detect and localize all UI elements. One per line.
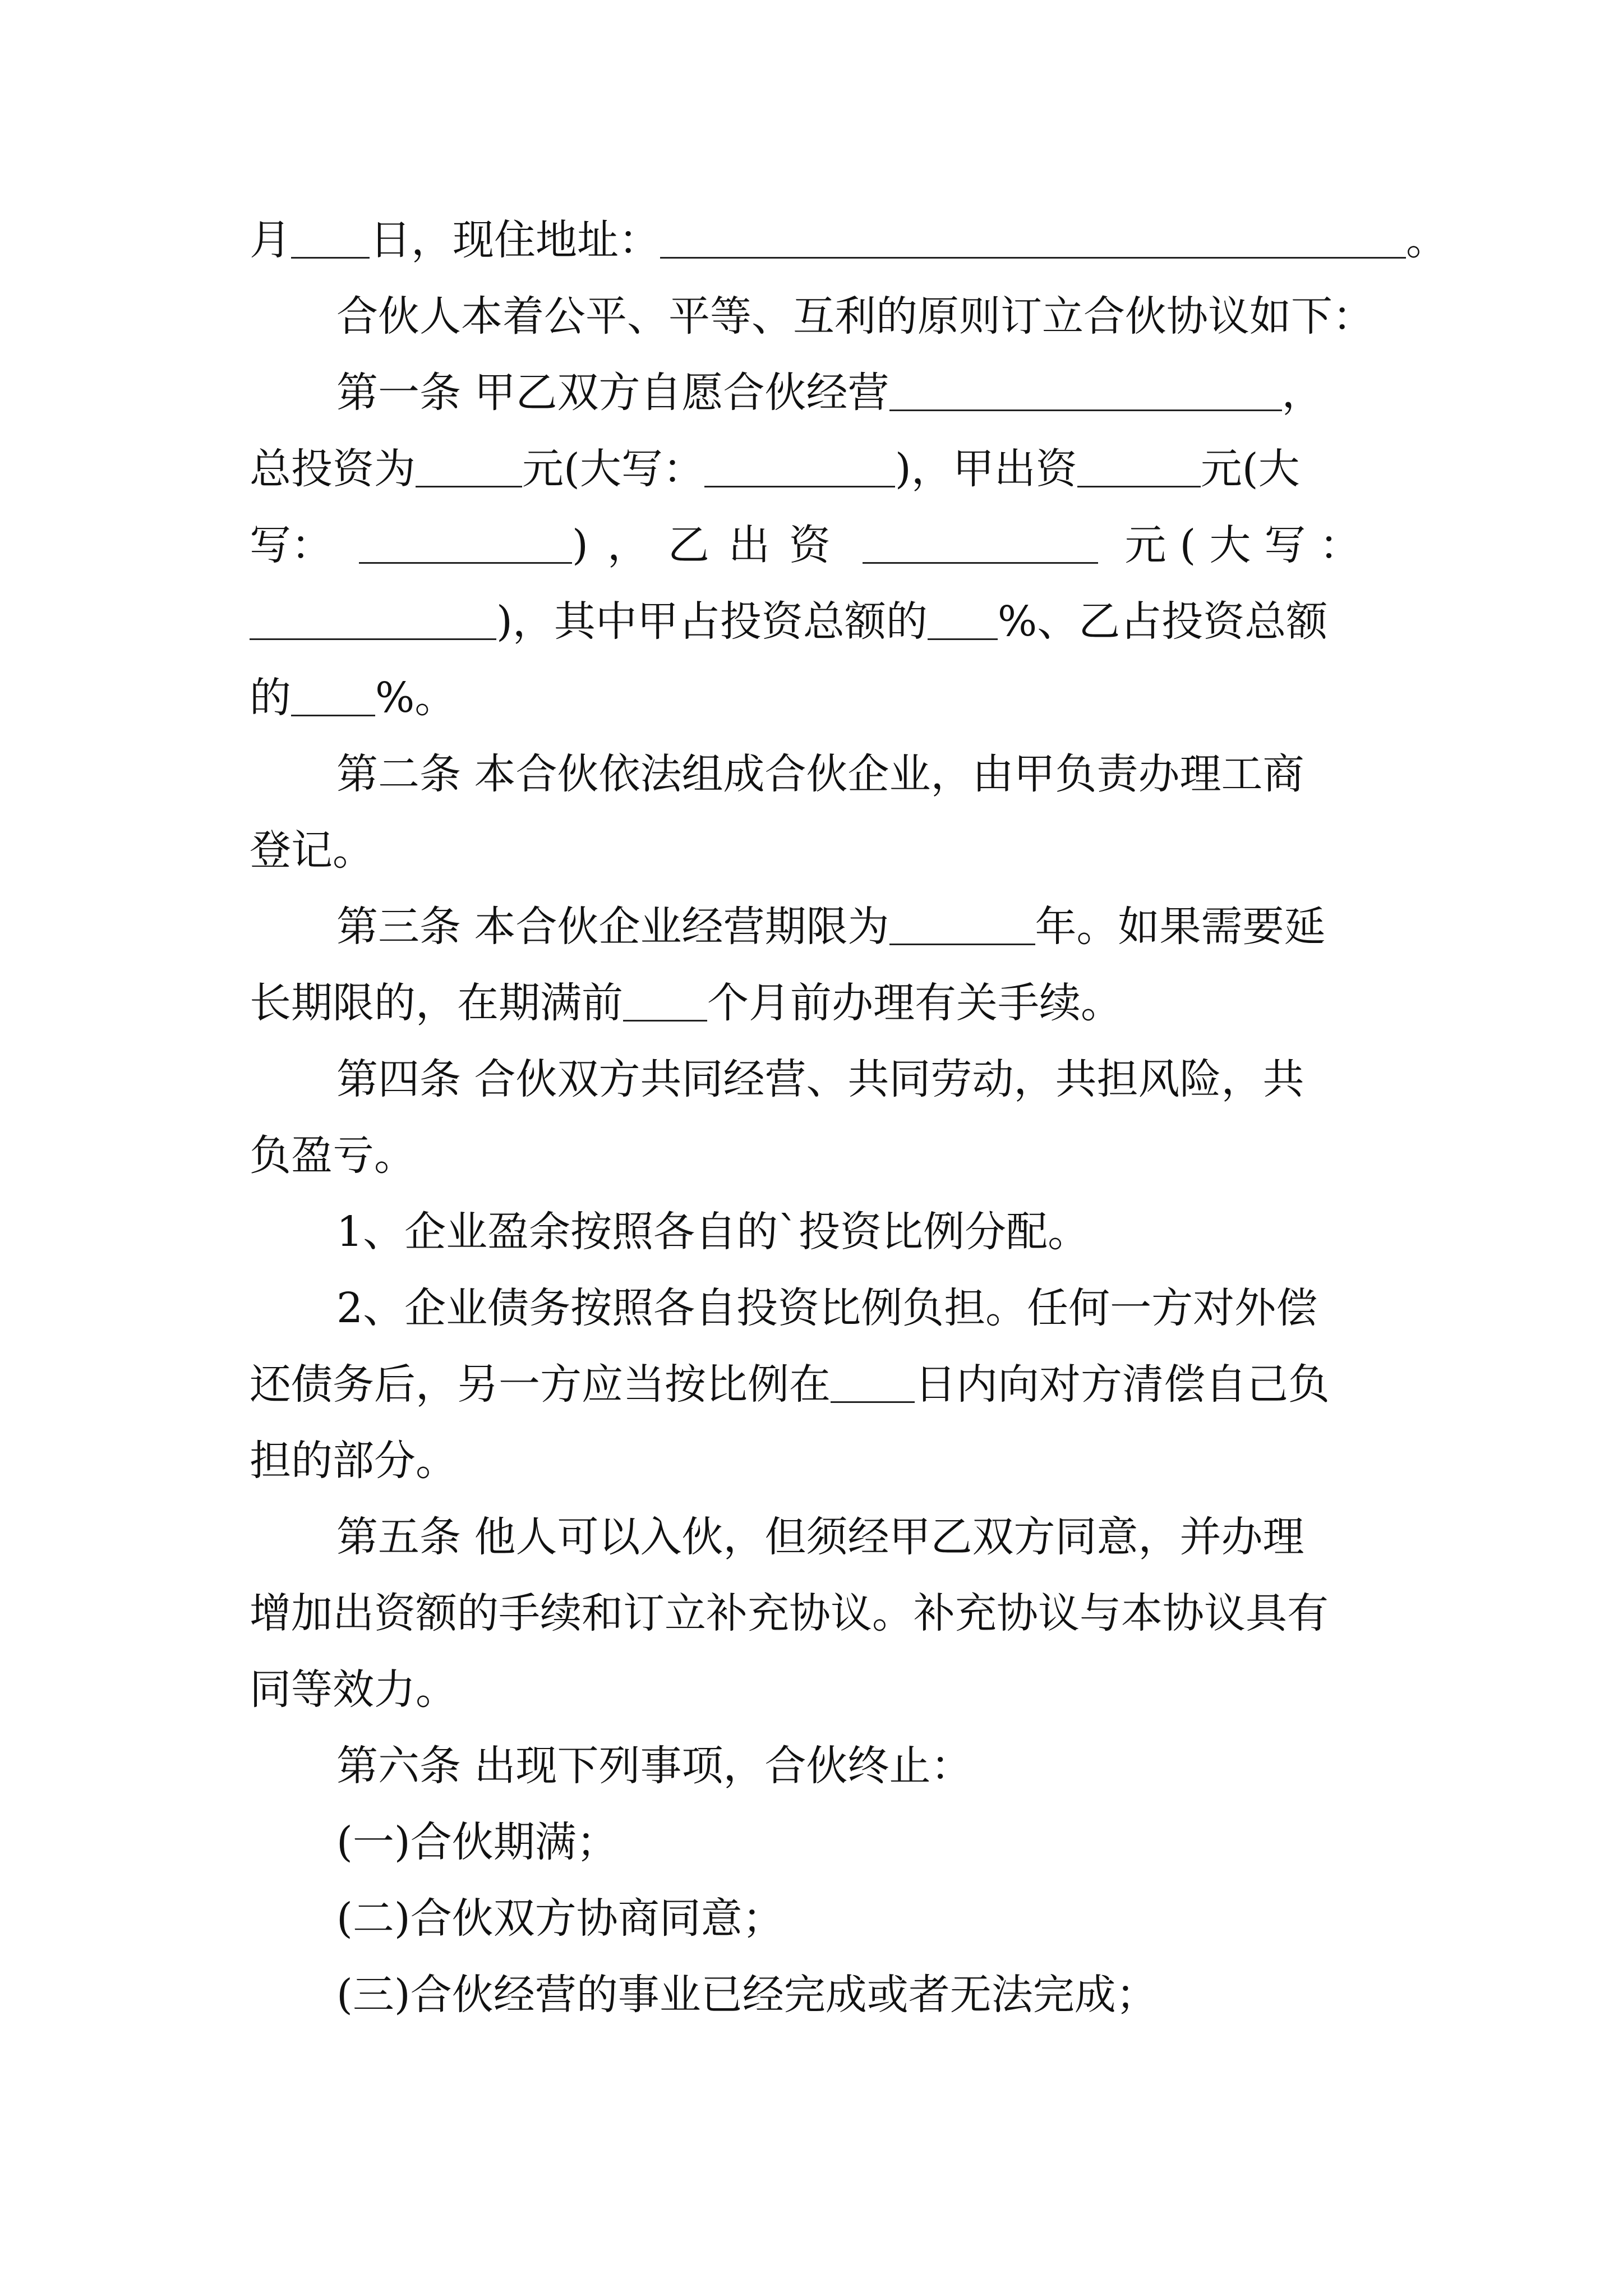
text-line <box>336 746 1377 802</box>
text-segment: 个月前办理有关手续。 <box>707 979 1122 1027</box>
text-line <box>250 1585 1377 1641</box>
text-segment: (三)合伙经营的事业已经完成或者无法完成； <box>336 1971 1158 2019</box>
text-segment: 元(大写： <box>1124 521 1375 569</box>
text-segment: 第一条 甲乙双方自愿合伙经营 <box>336 369 889 417</box>
blank-field <box>889 368 1282 411</box>
text-segment: 1、企业盈余按照各自的`投资比例分配。 <box>336 1208 1090 1256</box>
text-segment: 第四条 合伙双方共同经营、共同劳动，共担风险，共 <box>336 1055 1304 1103</box>
text-segment: 2、企业债务按照各自投资比例负担。任何一方对外偿 <box>336 1284 1318 1332</box>
text-line <box>336 365 1377 421</box>
text-segment: 月 <box>250 216 291 264</box>
text-line <box>250 822 1377 878</box>
text-segment: %。 <box>375 674 457 722</box>
text-line <box>250 593 1377 650</box>
blank-field <box>863 521 1098 564</box>
text-segment: 第六条 出现下列事项，合伙终止： <box>336 1742 972 1790</box>
text-line <box>336 1890 1377 1947</box>
text-line <box>250 1433 1377 1489</box>
text-segment: )，甲出资 <box>895 445 1077 493</box>
blank-field <box>623 978 707 1022</box>
text-line <box>336 1738 1377 1794</box>
blank-field <box>889 902 1035 945</box>
text-segment: 的 <box>250 674 291 722</box>
text-segment: 日内向对方清偿自己负 <box>915 1360 1330 1409</box>
text-line <box>250 1356 1377 1412</box>
text-segment: 长期限的，在期满前 <box>250 979 623 1027</box>
text-line <box>250 212 1447 268</box>
text-line <box>336 1051 1377 1107</box>
text-segment: 还债务后，另一方应当按比例在 <box>250 1360 831 1409</box>
text-segment: 登记。 <box>250 826 374 875</box>
text-line <box>336 899 1377 955</box>
text-segment: 同等效力。 <box>250 1665 457 1714</box>
text-segment: 年。如果需要延 <box>1035 903 1326 951</box>
blank-field <box>704 444 895 487</box>
text-line <box>336 1509 1377 1565</box>
text-segment: 日，现住地址： <box>370 216 660 264</box>
text-segment: 第三条 本合伙企业经营期限为 <box>336 903 889 951</box>
text-line <box>336 1204 1377 1260</box>
text-line <box>250 670 1377 726</box>
text-segment: 第五条 他人可以入伙，但须经甲乙双方同意，并办理 <box>336 1513 1304 1561</box>
text-segment: )，其中甲占投资总额的 <box>496 597 928 646</box>
text-segment: (二)合伙双方协商同意； <box>336 1894 784 1943</box>
blank-field <box>928 597 998 640</box>
text-segment: ， <box>1281 369 1324 417</box>
text-segment: 元(大写： <box>522 445 704 493</box>
text-segment: 元(大 <box>1200 445 1300 493</box>
blank-field <box>359 521 572 564</box>
text-line <box>250 517 1377 573</box>
text-line <box>250 1662 1377 1718</box>
blank-field <box>660 215 1406 259</box>
text-segment: %、乙占投资总额 <box>997 597 1328 646</box>
text-line <box>250 1128 1377 1184</box>
blank-field <box>291 673 375 716</box>
blank-field <box>831 1360 915 1403</box>
text-segment: 合伙人本着公平、平等、互利的原则订立合伙协议如下： <box>336 292 1374 341</box>
text-segment: 担的部分。 <box>250 1437 457 1485</box>
text-segment: 总投资为 <box>250 445 416 493</box>
text-segment: 负盈亏。 <box>250 1131 416 1180</box>
text-segment: )，乙出资 <box>572 521 850 569</box>
blank-field <box>1077 444 1201 487</box>
text-segment: 增加出资额的手续和订立补充协议。补充协议与本协议具有 <box>250 1589 1329 1637</box>
text-segment: 写： <box>250 521 333 569</box>
blank-field <box>416 444 522 487</box>
text-line <box>336 1967 1377 2023</box>
text-segment: (一)合伙期满； <box>336 1818 618 1866</box>
text-segment: 第二条 本合伙依法组成合伙企业，由甲负责办理工商 <box>336 750 1304 798</box>
text-line <box>336 1814 1377 1870</box>
text-line <box>250 441 1377 497</box>
text-line <box>250 975 1377 1031</box>
text-line <box>336 1280 1377 1336</box>
blank-field <box>291 215 370 259</box>
blank-field <box>250 597 496 640</box>
text-segment: 。 <box>1406 216 1447 264</box>
text-line <box>336 288 1377 344</box>
